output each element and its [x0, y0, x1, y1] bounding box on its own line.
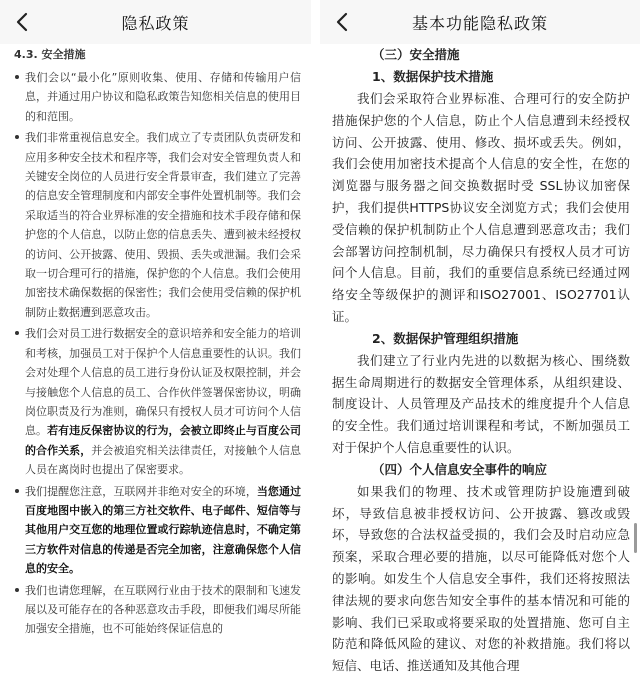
left-back-button[interactable] — [6, 6, 38, 38]
right-back-button[interactable] — [326, 6, 358, 38]
section-heading: （三）安全措施 — [372, 47, 460, 62]
subsection-heading: 2、数据保护管理组织措施 — [372, 330, 519, 346]
scrollbar[interactable] — [634, 523, 637, 553]
right-content — [320, 44, 640, 677]
left-navbar — [0, 0, 311, 44]
section-heading: 4.3. 安全措施 — [14, 48, 86, 61]
list-item — [12, 128, 301, 322]
left-page-title: 隐私政策 — [121, 13, 190, 33]
list-item-bold-text: 当您通过百度地图中嵌入的第三方社交软件、电子邮件、短信等与其他用户交互您的地理位置或行踪轨迹信息时，不确定第三方软件对信息的传递是否完全加密，注意确保您个人信息的安全。 — [25, 484, 301, 576]
list-item — [12, 68, 301, 126]
paragraph: 如果我们的物理、技术或管理防护设施遭到破坏，导致信息被非授权访问、公开披露、篡改或毁坏，导致您的合法权益受损的，我们会及时启动应急预案，采取合理必要的措施，以尽可能降低对您个人的影响。如发生个人信息安全事件，我们还将按照法律法规的要求向您告知安全事件的基本情况和可能的影响、我们已采取或将要采取的处置措施、您可自主防范和降低风险的建议、对您的补救措施。我们将以短信、电话、推送通知及其他合理 — [332, 483, 630, 674]
paragraph: 我们建立了行业内先进的以数据为核心、围绕数据生命周期进行的数据安全管理体系，从组织建设、制度设计、人员管理及产品技术的维度提升个人信息的安全性。我们通过培训课程和考试，不断加强员工对于保护个人信息重要性的认识。 — [332, 352, 630, 455]
list-item — [12, 581, 301, 639]
right-screen — [320, 0, 640, 674]
right-navbar — [320, 0, 640, 44]
paragraph: 我们会采取符合业界标准、合理可行的安全防护措施保护您的个人信息，防止个人信息遭到未经授权访问、公开披露、使用、修改、损坏或丢失。例如，我们会使用加密技术提高个人信息的安全性，在您的浏览器与服务器之间交换数据时受 SSL协议加密保护，我们提供HTTPS协议安全浏览方式；我们会使用受信赖的保护机制防止个人信息遭到恶意攻击；我们会部署访问控制机制，尽力确保只有授权人员才可访问个人信息。目前，我们的重要信息系统已经通过网络安全等级保护的测评和ISO27001、ISO27701认证。 — [332, 91, 630, 324]
divider — [311, 0, 320, 640]
list-item-text: 我们会对员工进行数据安全的意识培养和安全能力的培训和考核，加强员工对于保护个人信息重要性的认识。我们会对处理个人信息的员工进行身份认证及权限控制，并会与接触您个人信息的员工、合作伙伴签署保密协议，明确岗位职责及行为准则，确保只有授权人员才可访问个人信息。 — [25, 327, 301, 438]
left-content — [0, 47, 311, 639]
list-item — [12, 324, 301, 479]
left-screen — [0, 0, 311, 640]
subsection-heading: 1、数据保护技术措施 — [372, 69, 494, 84]
list-item — [12, 482, 301, 579]
list-item-text: 并会被追究相关法律责任，对接触个人信息人员在离岗时也提出了保密要求。 — [25, 443, 301, 477]
right-page-title: 基本功能隐私政策 — [411, 13, 548, 33]
list-item-text: 我们提醒您注意，互联网并非绝对安全的环境， — [25, 484, 257, 498]
list-item-text: 我们会以“最小化”原则收集、使用、存储和传输用户信息，并通过用户协议和隐私政策告知您相关信息的使用目的和范围。 — [25, 71, 301, 123]
section-heading: （四）个人信息安全事件的响应 — [372, 461, 548, 477]
list-item-bold-text: 若有违反保密协议的行为，会被立即终止与百度公司的合作关系， — [25, 424, 302, 457]
chevron-left-icon — [336, 12, 348, 32]
chevron-left-icon — [16, 12, 28, 32]
list-item-text: 我们也请您理解，在互联网行业由于技术的限制和飞速发展以及可能存在的各种恶意攻击手段，即便我们竭尽所能加强安全措施，也不可能始终保证信息的 — [25, 583, 301, 636]
list-item-text: 我们非常重视信息安全。我们成立了专责团队负责研发和应用多种安全技术和程序等，我们会对安全管理负责人和关键安全岗位的人员进行安全背景审查，我们建立了完善的信息安全管理制度和内部安全事件处置机制等。我们会采取适当的符合业界标准的安全措施和技术手段存储和保护您的个人信息，以防止您的信息丢失、遭到被未经授权的访问、公开披露、使用、毁损、丢失或泄漏。我们会采取一切合理可行的措施，保护您的个人信息。我们会使用加密技术确保数据的保密性；我们会使用受信赖的保护机制防止数据遭到恶意攻击。 — [25, 131, 301, 319]
